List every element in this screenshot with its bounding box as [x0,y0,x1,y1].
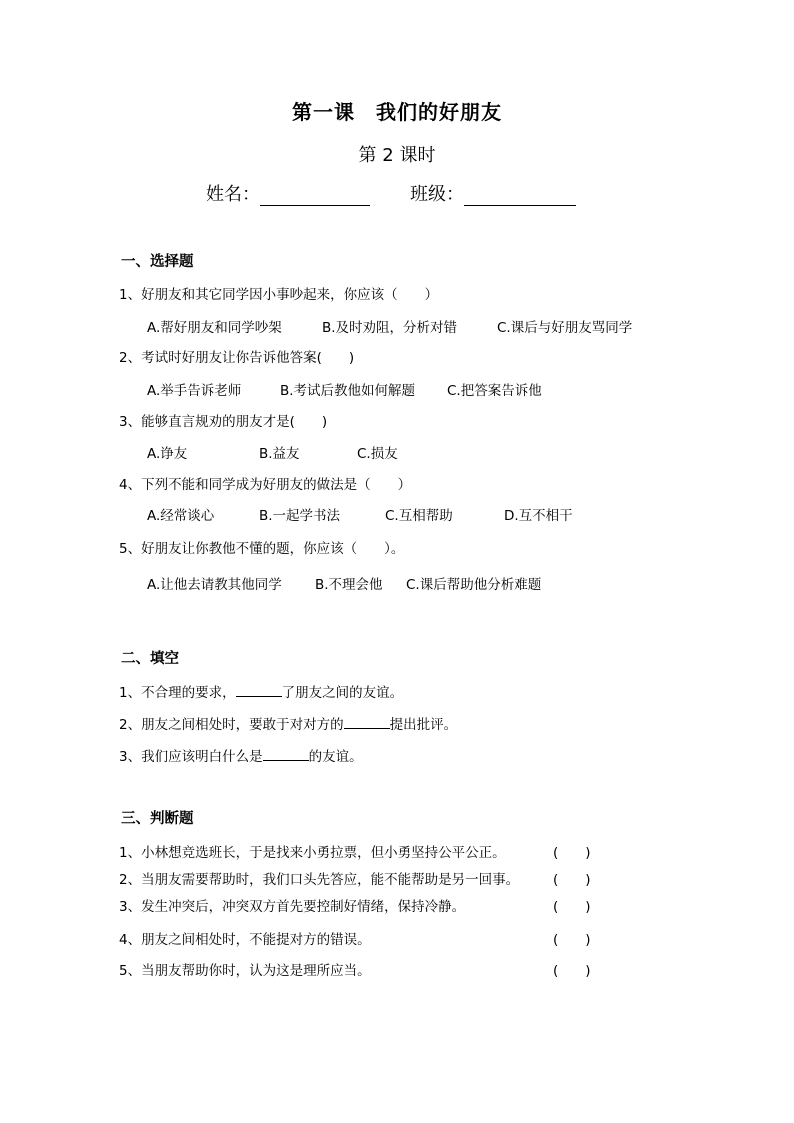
section-heading-judge: 三、判断题 [121,811,194,827]
fill-item-1: 1、不合理的要求， 了朋友之间的友谊。 [119,681,403,701]
question-3-option-b[interactable]: B.益友 [259,446,300,462]
class-label: 班级： [410,184,464,205]
fill-blank-2[interactable] [344,714,390,729]
judge-answer-4[interactable]: ( ) [553,932,591,948]
judge-item-4: 4、朋友之间相处时，不能提对方的错误。 [119,932,371,948]
question-3-option-c[interactable]: C.损友 [357,446,398,462]
name-blank[interactable] [260,185,370,206]
section-heading-fill: 二、填空 [121,651,179,667]
page-title: 第一课 我们的好朋友 [292,100,502,124]
question-2: 2、考试时好朋友让你告诉他答案( ) [119,350,355,366]
question-1-option-b[interactable]: B.及时劝阻，分析对错 [322,320,458,336]
judge-answer-3[interactable]: ( ) [553,899,591,915]
question-4: 4、下列不能和同学成为好朋友的做法是（ ） [119,477,412,493]
question-5-option-a[interactable]: A.让他去请教其他同学 [147,577,282,593]
section-heading-choice: 一、选择题 [121,254,194,270]
question-5: 5、好朋友让你教他不懂的题，你应该（ ）。 [119,541,405,557]
fill-item-3: 3、我们应该明白什么是 的友谊。 [119,745,363,765]
question-2-option-a[interactable]: A.举手告诉老师 [147,383,242,399]
question-5-option-b[interactable]: B.不理会他 [315,577,383,593]
question-4-option-a[interactable]: A.经常谈心 [147,508,215,524]
judge-answer-2[interactable]: ( ) [553,872,591,888]
judge-item-3: 3、发生冲突后，冲突双方首先要控制好情绪，保持冷静。 [119,899,466,915]
question-4-option-c[interactable]: C.互相帮助 [385,508,453,524]
question-3: 3、能够直言规劝的朋友才是( ) [119,414,328,430]
question-1-option-c[interactable]: C.课后与好朋友骂同学 [497,320,633,336]
fill-item-2: 2、朋友之间相处时，要敢于对对方的 提出批评。 [119,713,457,733]
fill-blank-1[interactable] [236,682,282,697]
student-info-line [206,180,576,206]
judge-answer-1[interactable]: ( ) [553,845,591,861]
question-4-option-b[interactable]: B.一起学书法 [259,508,341,524]
page-subtitle: 第 2 课时 [358,145,436,166]
question-2-option-c[interactable]: C.把答案告诉他 [447,383,542,399]
judge-item-2: 2、当朋友需要帮助时，我们口头先答应，能不能帮助是另一回事。 [119,872,520,888]
judge-answer-5[interactable]: ( ) [553,963,591,979]
fill-blank-3[interactable] [263,746,309,761]
question-5-option-c[interactable]: C.课后帮助他分析难题 [406,577,542,593]
question-1-option-a[interactable]: A.帮好朋友和同学吵架 [147,320,282,336]
question-2-option-b[interactable]: B.考试后教他如何解题 [280,383,416,399]
judge-item-5: 5、当朋友帮助你时，认为这是理所应当。 [119,963,371,979]
question-1: 1、好朋友和其它同学因小事吵起来，你应该（ ） [119,287,439,303]
question-3-option-a[interactable]: A.诤友 [147,446,188,462]
judge-item-1: 1、小林想竞选班长，于是找来小勇拉票，但小勇坚持公平公正。 [119,845,506,861]
name-label: 姓名： [206,184,260,205]
question-4-option-d[interactable]: D.互不相干 [504,508,573,524]
class-blank[interactable] [464,185,576,206]
